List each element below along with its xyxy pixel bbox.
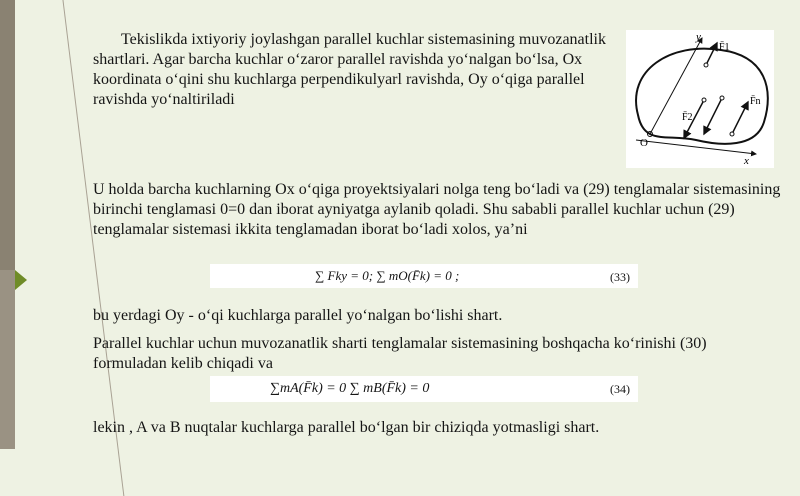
f2-label: F̄2 (682, 112, 693, 123)
y-axis-label: y (696, 31, 701, 43)
force-1 (706, 43, 717, 65)
force-diagram (626, 30, 774, 168)
force-3 (704, 98, 722, 134)
left-rail-top (0, 0, 15, 270)
formula-34-expression: ∑mA(F̄k) = 0 ∑ mB(F̄k) = 0 (270, 381, 430, 396)
paragraph-projection: U holda barcha kuchlarning Ox o‘qiga proyektsiyalari nolga teng bo‘ladi va (29) tenglamalar sistemasining birinchi tenglamasi 0=0 dan iborat ayniyatga aylanib qoladi. Shu sababli parallel kuchlar uchun (29) tenglamalar sistemasi ikkita tenglamadan iborat bo‘ladi xolos, ya’ni (93, 181, 781, 238)
f1-label: F̄1 (719, 42, 730, 53)
formula-33-number: (33) (610, 270, 630, 284)
green-pointer-icon (15, 270, 27, 290)
paragraph-condition: bu yerdagi Oy - o‘qi kuchlarga parallel yo‘nalgan bo‘lishi shart. (93, 307, 503, 324)
force-n (732, 102, 748, 134)
paragraph-alternative: Parallel kuchlar uchun muvozanatlik sharti tenglamalar sistemasining boshqacha ko‘rinishi (30) formuladan kelib chiqadi va (93, 335, 707, 372)
formula-33-expression: ∑ Fky = 0; ∑ mO(F̄k) = 0 ; (315, 268, 460, 283)
left-rail-bottom (0, 270, 15, 449)
formula-34-number: (34) (610, 382, 630, 396)
x-axis-label: x (744, 155, 749, 167)
force-diagram-svg (626, 30, 774, 168)
paragraph-intro: Tekislikda ixtiyoriy joylashgan parallel kuchlar sistemasining muvozanatlik shartlari. Agar barcha kuchlar o‘zaror parallel ravishda yo‘nalgan bo‘lsa, Ox koordinata o‘qini shu kuchlarga perpendikulyarl ravishda, Oy o‘qiga parallel ravishda yo‘naltiriladi (93, 31, 606, 108)
fn-label: F̄n (750, 96, 761, 107)
origin-label: O (640, 137, 648, 149)
formula-34 (210, 376, 638, 402)
body-contour (636, 49, 768, 144)
paragraph-final-condition: lekin , A va B nuqtalar kuchlarga parallel bo‘lgan bir chiziqda yotmasligi shart. (93, 419, 600, 436)
formula-33 (210, 264, 638, 288)
